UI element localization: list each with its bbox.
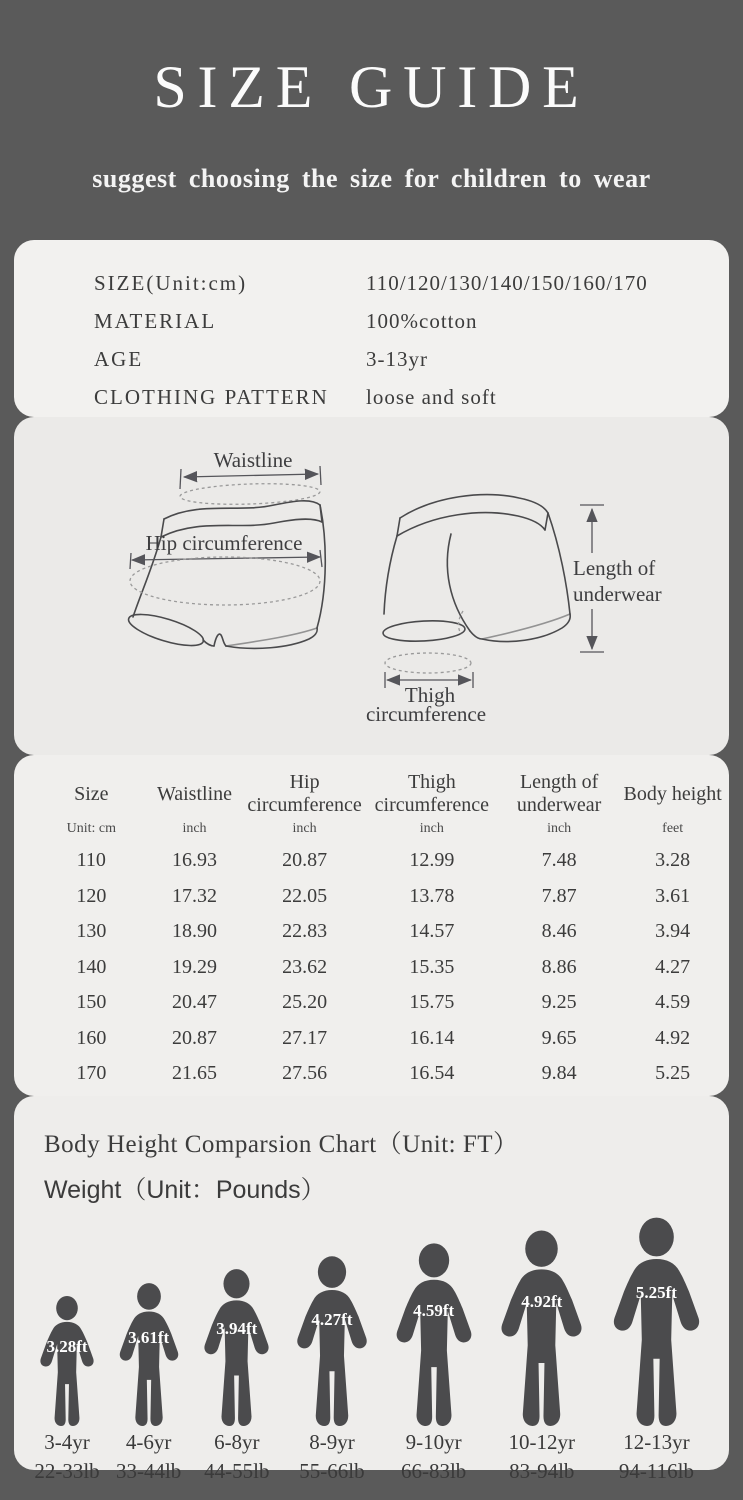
figure-height-label: 4.92ft [521,1292,563,1311]
child-silhouette-icon [604,1216,709,1426]
size-table [38,767,726,1092]
thigh-ellipse [385,653,471,673]
chart-subtitle: Weight（Unit：Pounds） [44,1176,326,1204]
child-silhouette-icon [388,1242,480,1426]
figure-wrap [492,1229,591,1426]
figure-height-label: 3.94ft [216,1319,258,1338]
column-unit: Unit: cm [66,821,116,836]
table-cell: 7.87 [541,884,577,907]
table-cell: 7.48 [541,849,577,872]
table-cell: 4.92 [655,1026,691,1049]
table-cell: 16.14 [409,1026,455,1049]
figure-height-label: 5.25ft [635,1283,677,1302]
table-cell: 150 [76,991,107,1014]
column-unit: inch [547,821,572,836]
info-value: 110/120/130/140/150/160/170 [366,270,648,295]
table-cell: 22.05 [282,884,328,907]
table-cell: 16.54 [409,1062,455,1085]
table-cell: 15.75 [409,991,455,1014]
column-title: Waistline [156,782,233,805]
table-cell: 23.62 [282,955,328,978]
table-row [38,843,726,879]
info-label: SIZE(Unit:cm) [94,270,248,295]
table-cell: 25.20 [282,991,328,1014]
figure-wrap [113,1282,185,1426]
figure-weight-label: 22-33lb [34,1459,100,1483]
table-cell: 17.32 [172,884,217,907]
table-cell: 3.61 [655,884,691,907]
table-row [38,1056,726,1092]
figure-wrap [289,1255,375,1426]
figure-wrap [388,1242,480,1426]
table-cell: 160 [76,1026,107,1049]
figure-height-label: 3.28ft [46,1337,88,1356]
child-silhouette-icon [113,1282,185,1426]
underwear-measurement-diagram [14,417,729,755]
figure-wrap [197,1268,276,1426]
column-unit: inch [419,821,444,836]
figure-column [388,1242,480,1486]
child-silhouette-icon [34,1295,100,1426]
figure-column [289,1255,375,1486]
table-cell: 19.29 [172,955,217,978]
column-title: Length of underwear [516,771,602,816]
figure-weight-label: 55-66lb [299,1459,365,1483]
size-table-body [38,843,726,1092]
table-cell: 13.78 [409,884,455,907]
info-label: CLOTHING PATTERN [94,384,329,409]
figure-age-label: 3-4yr [44,1430,90,1454]
info-row-size [94,264,729,302]
info-label: MATERIAL [94,308,217,333]
figure-weight-label: 66-83lb [400,1459,467,1483]
figure-age-label: 9-10yr [405,1430,462,1454]
hip-ellipse [130,557,320,605]
table-cell: 8.86 [541,955,577,978]
figure-age-label: 6-8yr [214,1430,260,1454]
figure-age-label: 12-13yr [623,1430,690,1454]
table-cell: 3.28 [655,849,691,872]
table-cell: 27.56 [282,1062,328,1085]
table-cell: 4.27 [655,955,691,978]
child-silhouette-icon [197,1268,276,1426]
chart-title: Body Height Comparsion Chart（Unit: FT） [44,1131,519,1158]
table-cell: 18.90 [172,920,217,943]
table-cell: 12.99 [409,849,455,872]
table-row [38,1021,726,1057]
figure-age-label: 10-12yr [508,1430,576,1454]
figure-height-label: 3.61ft [128,1328,170,1347]
table-cell: 5.25 [655,1062,691,1085]
page-title: SIZE GUIDE [153,54,590,120]
thigh-circumference-label-line1: Thigh [404,683,456,707]
table-cell: 8.46 [541,920,577,943]
product-info-card [14,240,729,417]
figure-column [113,1282,185,1486]
thigh-circumference-label-line2: circumference [365,702,487,726]
table-cell: 3.94 [655,920,691,943]
table-cell: 4.59 [655,991,691,1014]
figure-column [197,1268,276,1486]
info-label: AGE [94,346,144,371]
info-value: 100%cotton [366,308,478,333]
table-row [38,950,726,986]
waistline-label: Waistline [213,448,293,472]
figure-weight-label: 33-44lb [115,1459,182,1483]
table-cell: 120 [76,884,107,907]
table-cell: 9.25 [541,991,577,1014]
table-header-row [38,767,726,821]
table-row [38,914,726,950]
info-row-material [94,302,729,340]
table-cell: 110 [76,849,106,872]
table-cell: 21.65 [172,1062,217,1085]
table-cell: 16.93 [172,849,217,872]
figure-column [492,1229,591,1486]
figure-weight-label: 94-116lb [618,1459,694,1483]
figure-age-label: 4-6yr [125,1430,172,1454]
table-cell: 14.57 [409,920,455,943]
column-title: Thigh circumference [374,771,490,816]
figure-height-label: 4.59ft [413,1301,455,1320]
figure-weight-label: 44-55lb [204,1459,270,1483]
figure-age-label: 8-9yr [309,1430,355,1454]
table-cell: 15.35 [409,955,455,978]
table-cell: 20.87 [282,849,328,872]
figure-wrap [604,1216,709,1426]
figure-wrap [34,1295,100,1426]
figure-weight-label: 83-94lb [509,1459,575,1483]
figures-row [28,1210,715,1486]
table-row [38,879,726,915]
child-silhouette-icon [289,1255,375,1426]
column-title: Body height [623,782,722,805]
length-label-line2: underwear [573,582,662,606]
info-row-pattern [94,378,729,416]
shorts-back-drawing [383,495,571,644]
table-cell: 9.65 [541,1026,577,1049]
column-title: Size [74,782,109,805]
header-section [0,0,743,240]
info-value: loose and soft [366,384,497,409]
table-cell: 22.83 [282,920,328,943]
table-cell: 170 [76,1062,107,1085]
figure-column [34,1295,100,1486]
figure-column [604,1216,709,1486]
child-silhouette-icon [492,1229,591,1426]
size-table-card [14,755,729,1096]
figure-height-label: 4.27ft [311,1310,353,1329]
table-row [38,985,726,1021]
column-unit: feet [662,821,684,836]
table-cell: 27.17 [282,1026,328,1049]
page-subtitle: suggest choosing the size for children to wear [92,164,651,193]
table-cell: 130 [76,920,107,943]
length-label-line1: Length of [573,556,656,580]
height-comparison-card [14,1096,729,1483]
table-cell: 20.87 [172,1026,217,1049]
hip-circumference-label: Hip circumference [145,531,303,555]
column-title: Hip circumference [247,771,362,816]
column-unit: inch [292,821,317,836]
info-value: 3-13yr [366,346,428,371]
info-row-age [94,340,729,378]
measurement-diagram-card [14,417,729,755]
size-table-head [38,767,726,843]
table-cell: 140 [76,955,107,978]
column-unit: inch [182,821,207,836]
table-units-row [38,821,726,843]
shorts-front-drawing [125,501,325,652]
waistline-ellipse [180,482,321,507]
waistline-arrow [184,474,318,477]
table-cell: 9.84 [541,1062,577,1085]
table-cell: 20.47 [172,991,217,1014]
